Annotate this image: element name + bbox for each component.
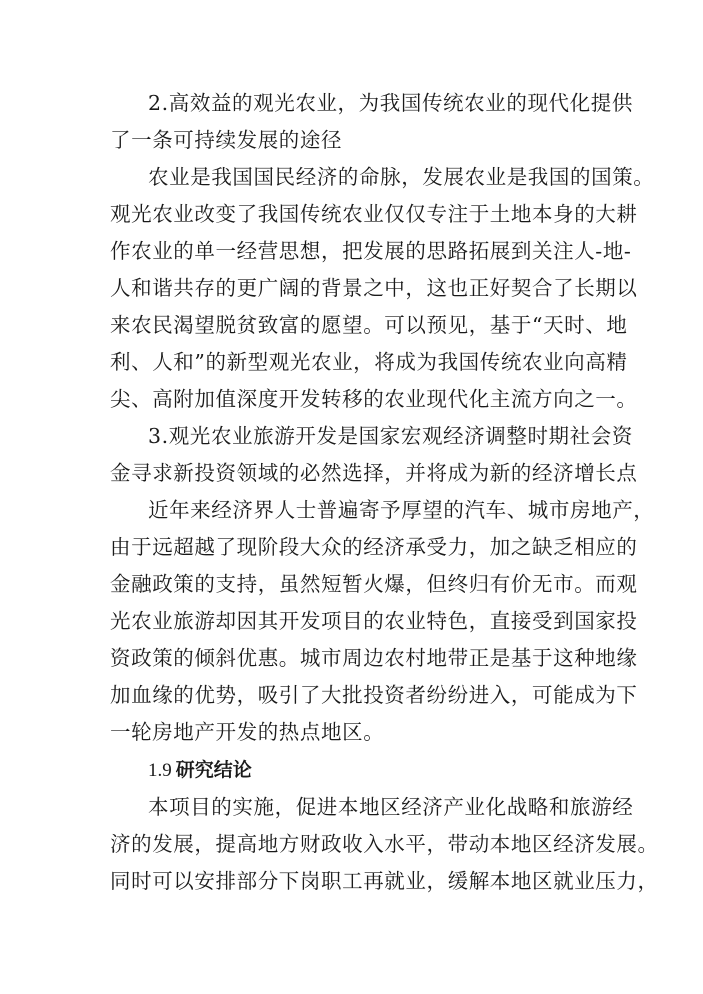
paragraph-line: 加血缘的优势，吸引了大批投资者纷纷进入，可能成为下 [110,683,638,707]
paragraph-line: 光农业旅游却因其开发项目的农业特色，直接受到国家投 [110,609,638,633]
section-2-title-line-1: 2.高效益的观光农业，为我国传统农业的现代化提供 [148,91,633,115]
paragraph-line: 资政策的倾斜优惠。城市周边农村地带正是基于这种地缘 [110,646,638,670]
paragraph-line: 人和谐共存的更广阔的背景之中，这也正好契合了长期以 [110,276,638,300]
paragraph-line: 本项目的实施，促进本地区经济产业化战略和旅游经 [148,795,634,819]
section-3-title-line-2: 金寻求新投资领域的必然选择，并将成为新的经济增长点 [110,461,638,485]
section-3-title-line-1: 3.观光农业旅游开发是国家宏观经济调整时期社会资 [148,424,633,448]
paragraph-line: 金融政策的支持，虽然短暂火爆，但终归有价无市。而观 [110,572,638,596]
section-number: 1.9 [148,760,172,781]
section-title: 研究结论 [175,759,252,781]
paragraph-line: 近年来经济界人士普遍寄予厚望的汽车、城市房地产， [148,498,655,522]
paragraph-line: 由于远超越了现阶段大众的经济承受力，加之缺乏相应的 [110,535,638,559]
section-2-title-line-2: 了一条可持续发展的途径 [110,128,343,152]
paragraph-line: 来农民渴望脱贫致富的愿望。可以预见，基于“天时、地 [110,313,628,337]
section-1-9-heading [148,755,252,785]
paragraph-line: 同时可以安排部分下岗职工再就业，缓解本地区就业压力， [110,869,659,893]
paragraph-line: 一轮房地产开发的热点地区。 [110,720,385,744]
paragraph-line: 尖、高附加值深度开发转移的农业现代化主流方向之一。 [110,387,638,411]
paragraph-line: 农业是我国国民经济的命脉，发展农业是我国的国策。 [148,165,655,189]
paragraph-line: 作农业的单一经营思想，把发展的思路拓展到关注人-地- [110,239,632,263]
paragraph-line: 济的发展，提高地方财政收入水平，带动本地区经济发展。 [110,832,659,856]
paragraph-line: 观光农业改变了我国传统农业仅仅专注于土地本身的大耕 [110,202,638,226]
paragraph-line: 利、人和”的新型观光农业，将成为我国传统农业向高精 [110,350,628,374]
